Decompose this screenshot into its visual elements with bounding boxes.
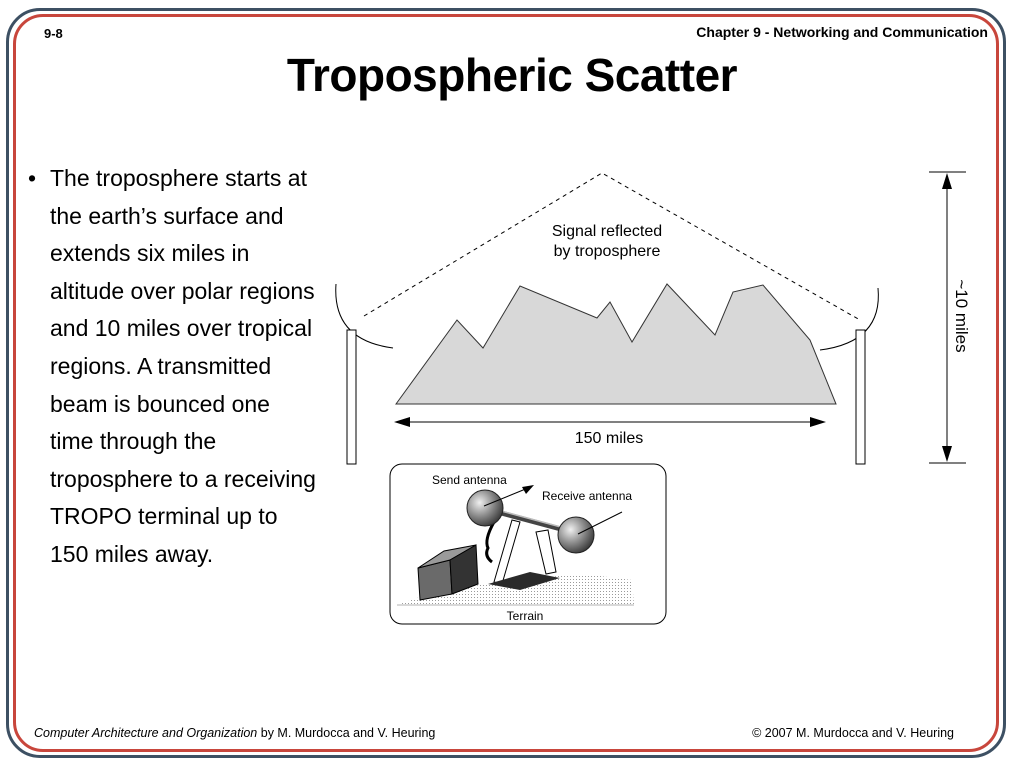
send-antenna-label: Send antenna [432,473,507,487]
right-antenna-pole [856,330,865,464]
send-antenna-sphere [467,490,503,526]
bullet-symbol: • [28,165,37,191]
receive-antenna-sphere [558,517,594,553]
width-arrow-left-head [394,417,410,427]
terrain-label: Terrain [506,609,544,623]
signal-label-line1: Signal reflected [551,223,663,240]
signal-label-line2: by troposphere [553,243,661,260]
footer-copyright: © 2007 M. Murdocca and V. Heuring [752,726,954,740]
footer-authors: by M. Murdocca and V. Heuring [257,726,436,740]
mountain-range [396,284,836,404]
bullet-text: The troposphere starts at the earth’s surface and extends six miles in altitude over polar regions and 10 miles over tropical regions. A transmitted beam is bounced one time through the troposphere to a receiving TROPO terminal up to 150 miles away. [50,165,316,567]
slide-number: 9-8 [44,26,63,41]
width-arrow-right-head [810,417,826,427]
slide-title: Tropospheric Scatter [286,49,738,101]
footer-book-title: Computer Architecture and Organization [34,726,258,740]
height-arrow-top-head [942,173,952,189]
height-label: ~10 miles [952,279,971,353]
width-label: 150 miles [574,430,644,447]
right-antenna-dish [820,288,878,350]
receive-antenna-label: Receive antenna [542,489,633,503]
footer-book-credit [34,726,435,740]
left-antenna-pole [347,330,356,464]
height-arrow-bottom-head [942,446,952,462]
chapter-heading: Chapter 9 - Networking and Communication [696,24,988,40]
